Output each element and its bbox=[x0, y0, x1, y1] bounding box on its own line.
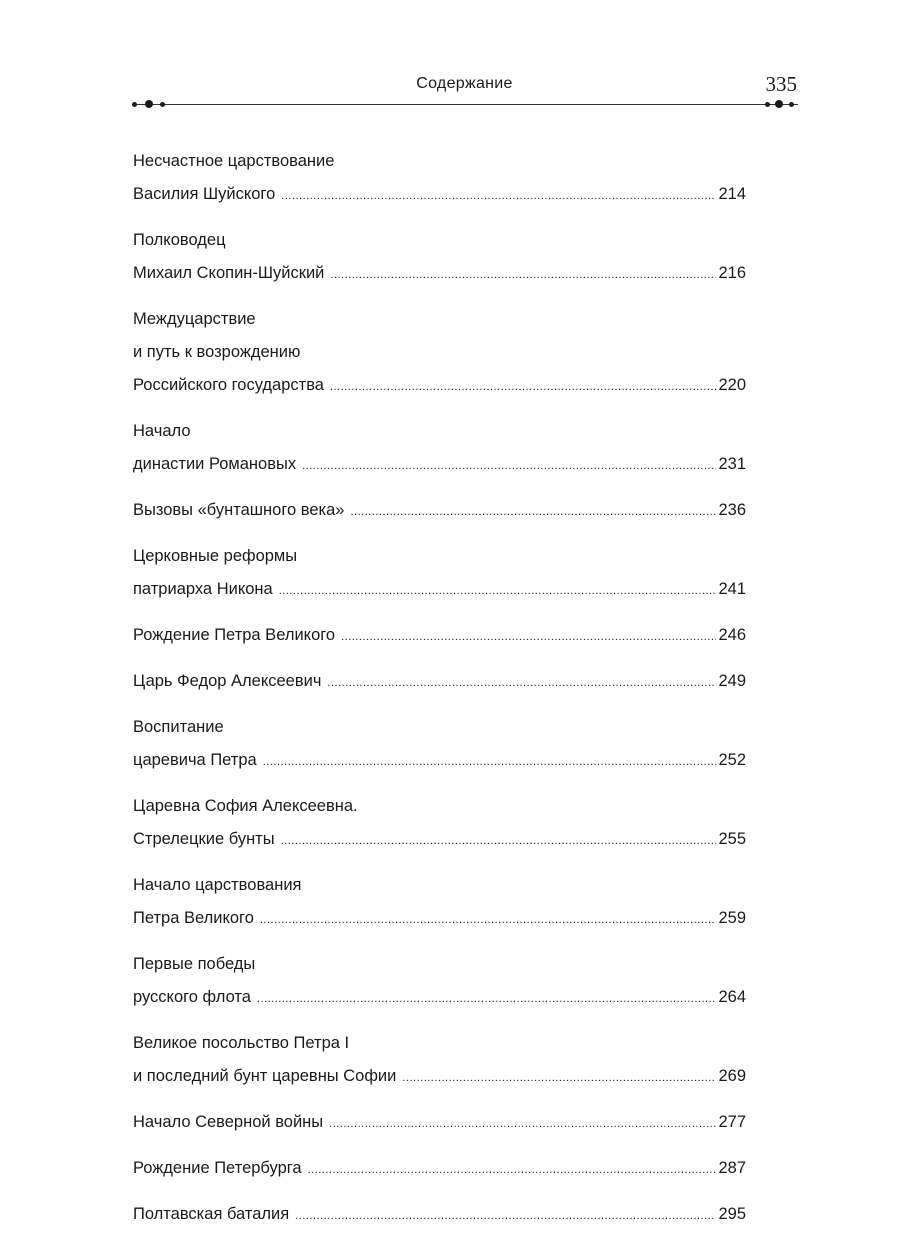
toc-entry-title-line: Российского государства bbox=[133, 376, 324, 394]
toc-entry bbox=[133, 494, 746, 527]
toc-entry-title-line: Полководец bbox=[133, 231, 226, 249]
dot-leader bbox=[295, 1200, 716, 1233]
toc-entry-title-line: Стрелецкие бунты bbox=[133, 830, 275, 848]
toc-page-number: 259 bbox=[718, 909, 746, 927]
page-title: Содержание bbox=[416, 75, 513, 92]
toc-entry bbox=[133, 948, 746, 1014]
rule-ornament-left-dot-3 bbox=[160, 102, 165, 107]
toc-entry bbox=[133, 1198, 746, 1231]
toc-entry-title-line: Михаил Скопин-Шуйский bbox=[133, 264, 325, 282]
toc-entry-title-line: династии Романовых bbox=[133, 455, 297, 473]
toc-entry-title-line: Великое посольство Петра I bbox=[133, 1034, 350, 1052]
toc-entry bbox=[133, 303, 746, 402]
toc-entry-last-line bbox=[133, 257, 746, 290]
toc-entry-title-line: Василия Шуйского bbox=[133, 185, 276, 203]
toc-page-number: 287 bbox=[718, 1159, 746, 1177]
toc-entry bbox=[133, 145, 746, 211]
dot-leader bbox=[329, 1108, 716, 1141]
rule-ornament-right-dot-1 bbox=[765, 102, 770, 107]
dot-leader bbox=[350, 496, 716, 529]
dot-leader bbox=[402, 1062, 716, 1095]
toc-entry-last-line bbox=[133, 823, 746, 856]
toc-page-number: 246 bbox=[718, 626, 746, 644]
toc-entry-last-line bbox=[133, 448, 746, 481]
dot-leader bbox=[281, 180, 716, 213]
toc-entry-last-line bbox=[133, 369, 746, 402]
toc-entry-title-line: Вызовы «бунташного века» bbox=[133, 501, 345, 519]
dot-leader bbox=[260, 904, 717, 937]
toc-entry-title-line: Начало Северной войны bbox=[133, 1113, 324, 1131]
header-rule bbox=[132, 104, 798, 105]
toc-entry-title-line: Междуцарствие bbox=[133, 310, 256, 328]
toc-page-number: 269 bbox=[718, 1067, 746, 1085]
toc-entry-last-line bbox=[133, 902, 746, 935]
dot-leader bbox=[308, 1154, 717, 1187]
toc-entry-title-line: Несчастное царствование bbox=[133, 152, 335, 170]
toc-page-number: 264 bbox=[718, 988, 746, 1006]
toc-entry-last-line bbox=[133, 1106, 746, 1139]
toc-page-number: 236 bbox=[718, 501, 746, 519]
running-header bbox=[132, 70, 797, 100]
toc-page-number: 249 bbox=[718, 672, 746, 690]
rule-ornament-right-dot-3 bbox=[789, 102, 794, 107]
toc-page-number: 214 bbox=[718, 185, 746, 203]
dot-leader bbox=[330, 371, 717, 404]
toc-entry-title-line: патриарха Никона bbox=[133, 580, 273, 598]
toc-entry bbox=[133, 711, 746, 777]
dot-leader bbox=[281, 825, 717, 858]
toc-entry-last-line bbox=[133, 1152, 746, 1185]
toc-page-number: 241 bbox=[718, 580, 746, 598]
table-of-contents bbox=[133, 145, 746, 1244]
toc-entry bbox=[133, 224, 746, 290]
toc-entry-title-line: царевича Петра bbox=[133, 751, 257, 769]
toc-entry-title-line: Первые победы bbox=[133, 955, 256, 973]
toc-page-number: 231 bbox=[718, 455, 746, 473]
toc-entry-title-line: Воспитание bbox=[133, 718, 224, 736]
toc-entry-title-line: Полтавская баталия bbox=[133, 1205, 290, 1223]
toc-entry-title-line: Царевна София Алексеевна. bbox=[133, 797, 358, 815]
dot-leader bbox=[279, 575, 717, 608]
rule-ornament-left-dot-2 bbox=[145, 100, 153, 108]
toc-entry-title-line: Царь Федор Алексеевич bbox=[133, 672, 322, 690]
toc-entry-title-line: и путь к возрождению bbox=[133, 343, 301, 361]
page-number: 335 bbox=[765, 72, 797, 96]
toc-entry-last-line bbox=[133, 494, 746, 527]
toc-entry-last-line bbox=[133, 178, 746, 211]
toc-entry-title-line: Рождение Петербурга bbox=[133, 1159, 302, 1177]
toc-entry bbox=[133, 790, 746, 856]
toc-page-number: 255 bbox=[718, 830, 746, 848]
rule-ornament-left-dot-1 bbox=[132, 102, 137, 107]
toc-entry-title-line: Начало bbox=[133, 422, 191, 440]
toc-entry-last-line bbox=[133, 573, 746, 606]
toc-entry-last-line bbox=[133, 1198, 746, 1231]
toc-entry-title-line: Церковные реформы bbox=[133, 547, 298, 565]
toc-entry-title-line: Рождение Петра Великого bbox=[133, 626, 336, 644]
toc-entry-title-line: Начало царствования bbox=[133, 876, 302, 894]
toc-entry-last-line bbox=[133, 665, 746, 698]
toc-entry-title-line: и последний бунт царевны Софии bbox=[133, 1067, 397, 1085]
dot-leader bbox=[302, 450, 716, 483]
toc-page-number: 216 bbox=[718, 264, 746, 282]
dot-leader bbox=[341, 621, 716, 654]
toc-entry bbox=[133, 1106, 746, 1139]
toc-page-number: 252 bbox=[718, 751, 746, 769]
toc-entry-last-line bbox=[133, 619, 746, 652]
toc-page-number: 220 bbox=[718, 376, 746, 394]
dot-leader bbox=[330, 259, 716, 292]
rule-ornament-right-dot-2 bbox=[775, 100, 783, 108]
toc-entry bbox=[133, 415, 746, 481]
toc-entry-title-line: Петра Великого bbox=[133, 909, 254, 927]
toc-entry-last-line bbox=[133, 1060, 746, 1093]
dot-leader bbox=[257, 983, 717, 1016]
toc-entry bbox=[133, 1152, 746, 1185]
toc-entry bbox=[133, 1027, 746, 1093]
toc-entry-last-line bbox=[133, 981, 746, 1014]
dot-leader bbox=[263, 746, 717, 779]
toc-entry-last-line bbox=[133, 744, 746, 777]
toc-page-number: 277 bbox=[718, 1113, 746, 1131]
toc-entry bbox=[133, 869, 746, 935]
toc-entry bbox=[133, 619, 746, 652]
dot-leader bbox=[327, 667, 716, 700]
toc-entry bbox=[133, 540, 746, 606]
toc-page-number: 295 bbox=[718, 1205, 746, 1223]
toc-entry-title-line: русского флота bbox=[133, 988, 251, 1006]
toc-entry bbox=[133, 665, 746, 698]
